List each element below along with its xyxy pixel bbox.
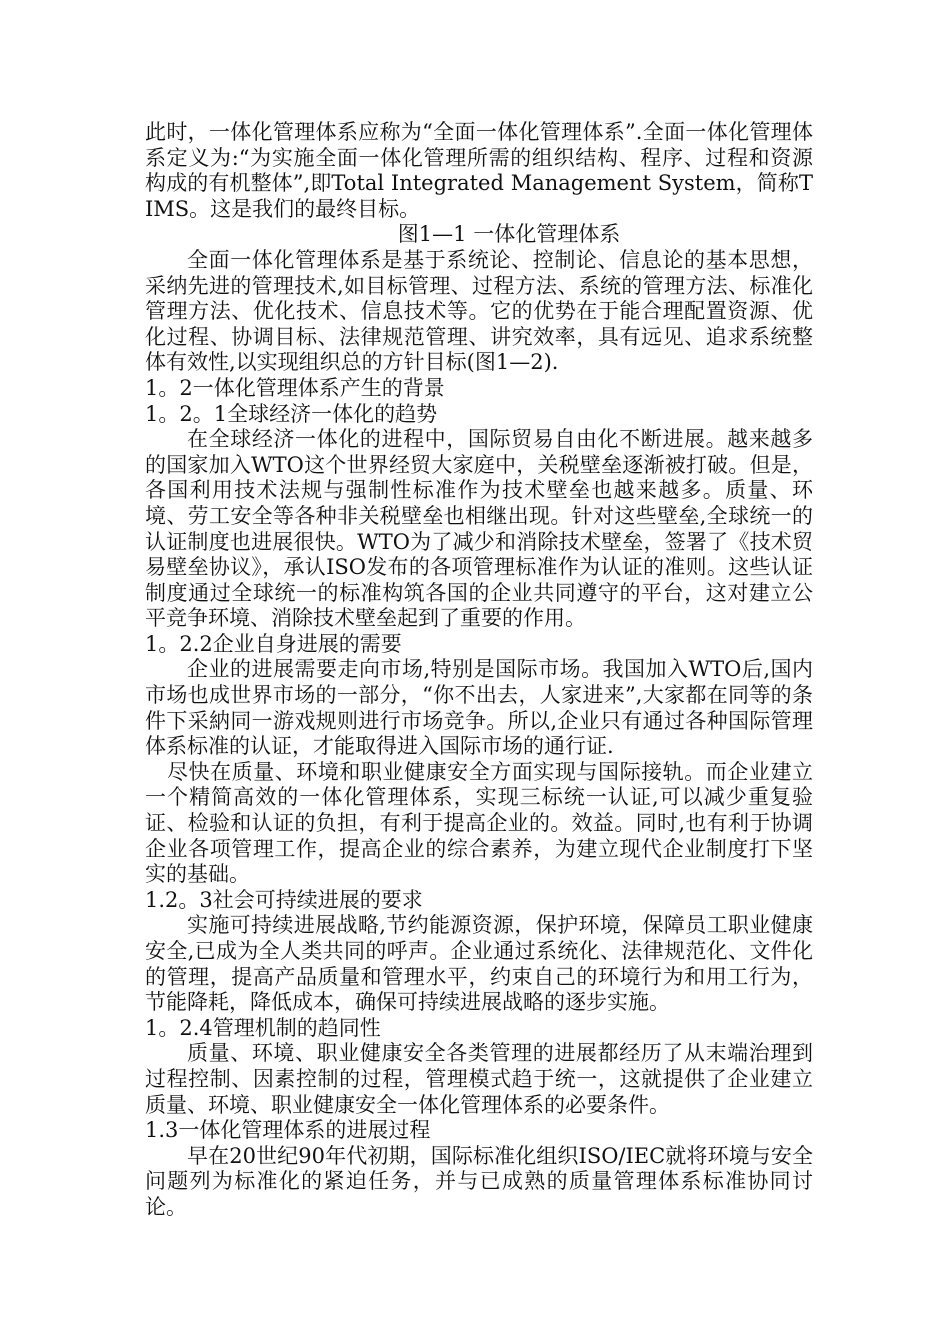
intro-paragraph: 此时，一体化管理体系应称为“全面一体化管理体系”.全面一体化管理体系定义为:“为实施全面一体化管理所需的组织结构、程序、过程和资源构成的有机整体”,即Total Integrated Management System，简称TIMS。这是我们的最终目标。	[145, 120, 813, 221]
paragraph-1-2-4: 质量、环境、职业健康安全各类管理的进展都经历了从末端治理到过程控制、因素控制的过程，管理模式趋于统一，这就提供了企业建立质量、环境、职业健康安全一体化管理体系的必要条件。	[145, 1041, 813, 1117]
paragraph-1-2-3: 实施可持续进展战略,节约能源资源，保护环境，保障员工职业健康安全,已成为全人类共同的呼声。企业通过系统化、法律规范化、文件化的管理，提高产品质量和管理水平，约束自己的环境行为和用工行为，节能降耗，降低成本，确保可持续进展战略的逐步实施。	[145, 913, 813, 1015]
paragraph-1-2-2-b: 尽快在质量、环境和职业健康安全方面实现与国际接轨。而企业建立一个精简高效的一体化管理体系，实现三标统一认证,可以减少重复验证、检验和认证的负担，有利于提高企业的。效益。同时,也有利于协调企业各项管理工作，提高企业的综合素养，为建立现代企业制度打下坚实的基础。	[145, 759, 813, 887]
section-heading-1-2: 1。2一体化管理体系产生的背景	[145, 375, 445, 400]
section-heading-1-2-4: 1。2.4管理机制的趋同性	[145, 1015, 381, 1040]
section-heading-1-3: 1.3一体化管理体系的进展过程	[145, 1118, 431, 1143]
paragraph-1-2-1: 在全球经济一体化的进程中，国际贸易自由化不断进展。越来越多的国家加入WTO这个世界经贸大家庭中，关税壁垒逐渐被打破。但是，各国利用技术法规与强制性标准作为技术壁垒也越来越多。质量、环境、劳工安全等各种非关税壁垒也相继出现。针对这些壁垒,全球统一的认证制度也进展很快。WTO为了减少和消除技术壁垒，签署了《技术贸易壁垒协议》，承认ISO发布的各项管理标准作为认证的准则。这些认证制度通过全球统一的标准构筑各国的企业共同遵守的平台，这对建立公平竞争环境、消除技术壁垒起到了重要的作用。	[145, 427, 813, 631]
section-heading-1-2-2: 1。2.2企业自身进展的需要	[145, 631, 402, 656]
section-heading-1-2-3: 1.2。3社会可持续进展的要求	[145, 887, 423, 912]
tims-paragraph: 全面一体化管理体系是基于系统论、控制论、信息论的基本思想，采纳先进的管理技术,如目标管理、过程方法、系统的管理方法、标准化管理方法、优化技术、信息技术等。它的优势在于能合理配置资源、优化过程、协调目标、法律规范管理、讲究效率，具有远见、追求系统整体有效性,以实现组织总的方针目标(图1—2).	[145, 247, 813, 375]
figure-caption: 图1—1 一体化管理体系	[397, 222, 621, 247]
paragraph-1-2-2-a: 企业的进展需要走向市场,特别是国际市场。我国加入WTO后,国内市场也成世界市场的一部分，“你不出去，人家进来”,大家都在同等的条件下采納同一游戏规则进行市场竞争。所以,企业只有通过各种国际管理体系标准的认证，才能取得进入国际市场的通行证.	[145, 657, 813, 759]
section-heading-1-2-1: 1。2。1全球经济一体化的趋势	[145, 401, 438, 426]
document-page	[145, 120, 813, 1221]
paragraph-1-3: 早在20世纪90年代初期，国际标准化组织ISO/IEC就将环境与安全问题列为标准化的紧迫任务，并与已成熟的质量管理体系标准协同讨论。	[145, 1143, 813, 1219]
